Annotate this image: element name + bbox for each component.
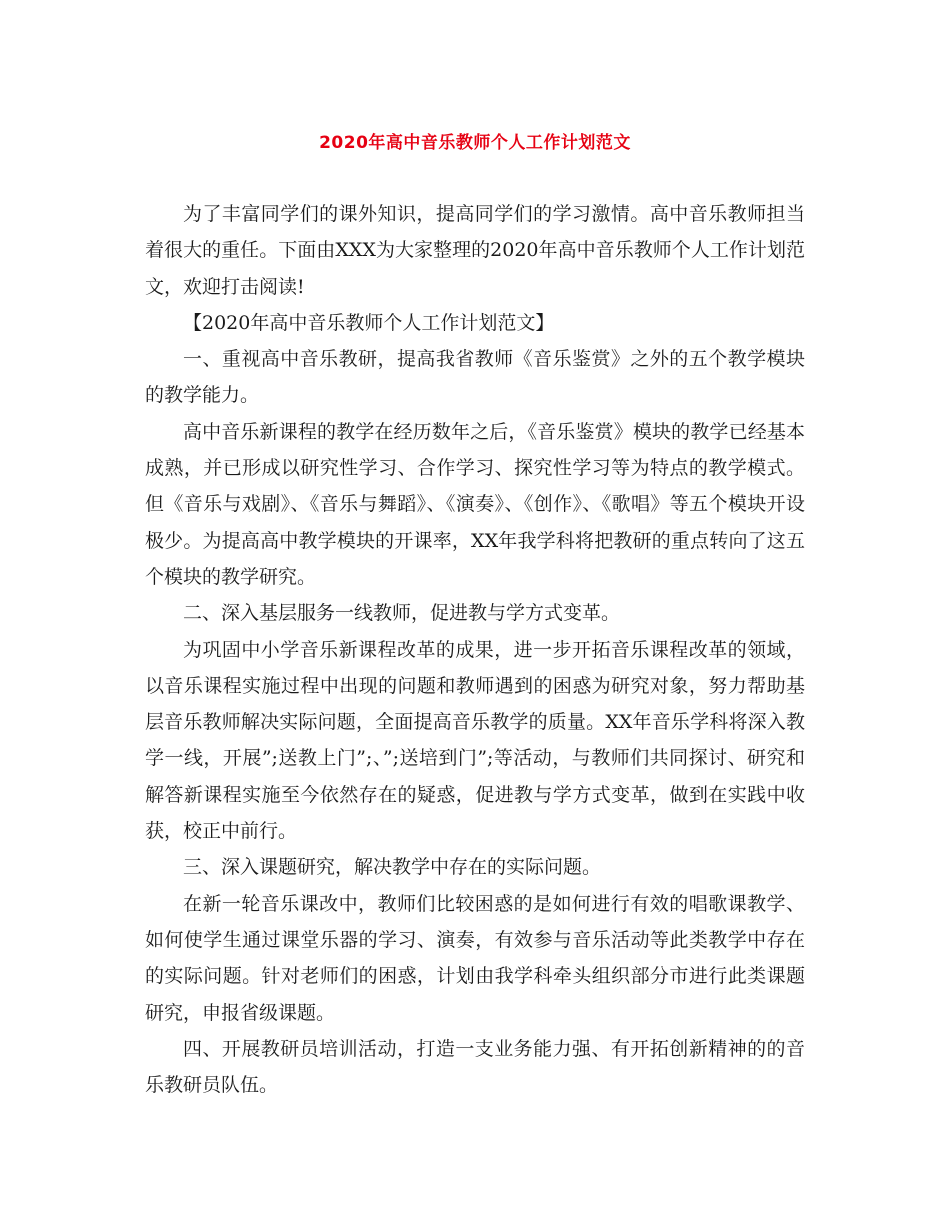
document-title: 2020年高中音乐教师个人工作计划范文 bbox=[319, 133, 631, 153]
point-1-body: 高中音乐新课程的教学在经历数年之后，《音乐鉴赏》模块的教学已经基本成熟，并已形成以研究性学习、合作学习、探究性学习等为特点的教学模式。但《音乐与戏剧》、《音乐与舞蹈》、《演奏》、《创作》、《歌唱》等五个模块开设极少。为提高高中教学模块的开课率，XX年我学科将把教研的重点转向了这五个模块的教学研究。 bbox=[145, 420, 805, 588]
section-heading: 【2020年高中音乐教师个人工作计划范文】 bbox=[183, 311, 555, 334]
intro-paragraph: 为了丰富同学们的课外知识，提高同学们的学习激情。高中音乐教师担当着很大的重任。下面由XXX为大家整理的2020年高中音乐教师个人工作计划范文，欢迎打击阅读! bbox=[145, 203, 805, 298]
point-2-heading: 二、深入基层服务一线教师，促进教与学方式变革。 bbox=[183, 602, 621, 625]
point-1-heading: 一、重视高中音乐教研，提高我省教师《音乐鉴赏》之外的五个教学模块的教学能力。 bbox=[145, 348, 805, 407]
point-3-heading: 三、深入课题研究，解决教学中存在的实际问题。 bbox=[183, 856, 602, 879]
document-body bbox=[145, 196, 805, 1103]
point-2-body: 为巩固中小学音乐新课程改革的成果，进一步开拓音乐课程改革的领域，以音乐课程实施过程中出现的问题和教师遇到的困惑为研究对象，努力帮助基层音乐教师解决实际问题，全面提高音乐教学的质量。XX年音乐学科将深入教学一线，开展”;送教上门”;、”;送培到门”;等活动，与教师们共同探讨、研究和解答新课程实施至今依然存在的疑惑，促进教与学方式变革，做到在实践中收获，校正中前行。 bbox=[145, 638, 805, 843]
point-4-heading: 四、开展教研员培训活动，打造一支业务能力强、有开拓创新精神的的音乐教研员队伍。 bbox=[145, 1037, 805, 1097]
point-3-body: 在新一轮音乐课改中，教师们比较困惑的是如何进行有效的唱歌课教学、如何使学生通过课堂乐器的学习、演奏，有效参与音乐活动等此类教学中存在的实际问题。针对老师们的困惑，计划由我学科牵头组织部分市进行此类课题研究，申报省级课题。 bbox=[145, 892, 805, 1024]
